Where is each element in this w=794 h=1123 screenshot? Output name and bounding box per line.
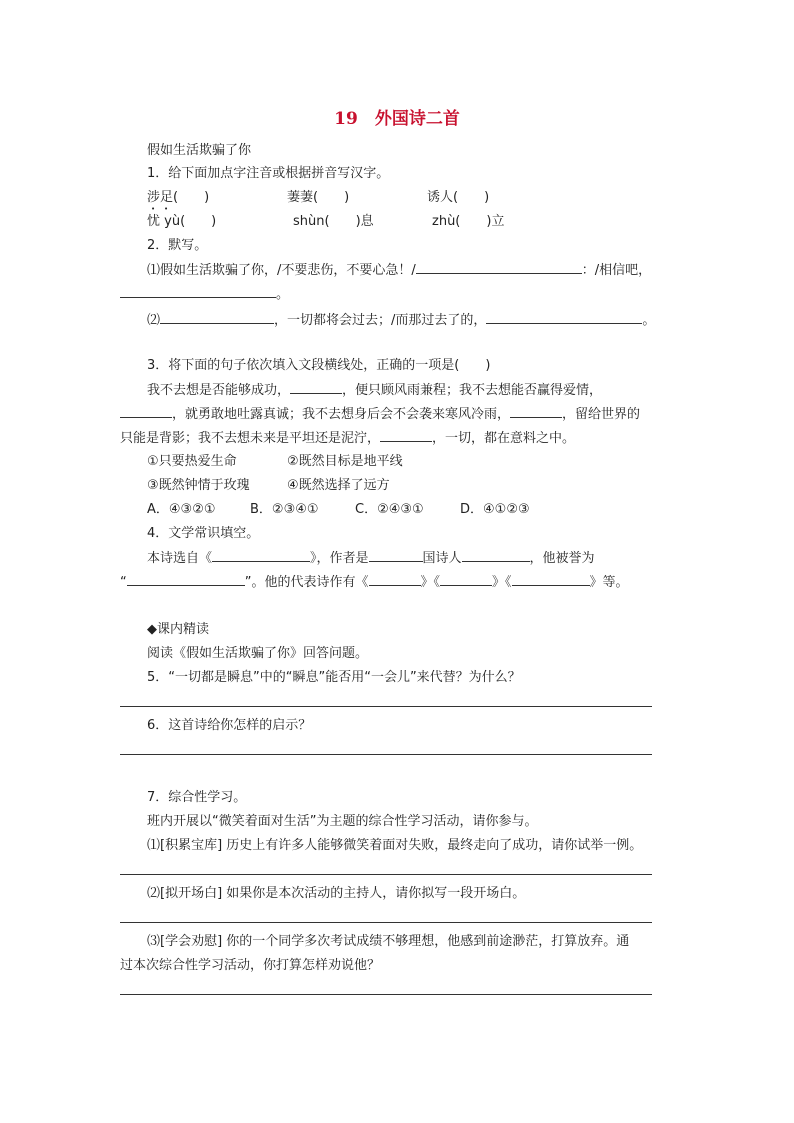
q7-part-1: ⑴[积累宝库] 历史上有许多人能够微笑着面对失败，最终走向了成功，请你试举一例。 — [147, 838, 643, 853]
q3-passage-3 — [120, 428, 575, 449]
q2-2-text-c: 。 — [642, 313, 656, 328]
q3-blank-3[interactable] — [510, 404, 562, 418]
q3-p3-a: 只能是背影；我不去想未来是平坦还是泥泞， — [120, 431, 381, 446]
q4-blank-poet[interactable] — [462, 548, 530, 562]
q7-2-answer-line[interactable] — [120, 922, 652, 923]
q4-blank-title[interactable] — [127, 572, 245, 586]
q1-item-2 — [287, 188, 349, 208]
q3-option-3: ③既然钟情于玫瑰 — [147, 478, 250, 493]
q1-item-4: 忧 yù( ) — [147, 214, 217, 229]
q4-blank-work-1[interactable] — [369, 572, 421, 586]
q4-line-2 — [120, 572, 629, 593]
q3-option-4: ④既然选择了远方 — [287, 478, 390, 493]
q3-option-2: ②既然目标是地平线 — [287, 454, 403, 469]
q2-1-line-2 — [120, 284, 289, 305]
q2-1-text-a: ⑴假如生活欺骗了你，/不要悲伤，不要心急！/ — [147, 263, 416, 278]
q1-item-1 — [147, 188, 209, 213]
q3-choice-c[interactable]: C．②④③① — [355, 502, 424, 517]
q2-1-line — [147, 260, 651, 281]
q4-line-1 — [147, 548, 595, 569]
q3-p1-a: 我不去想是否能够成功， — [147, 383, 291, 398]
q4-text-h: 》《 — [492, 575, 512, 590]
q4-text-f: ”。他的代表诗作有《 — [244, 575, 369, 590]
reading-intro: 阅读《假如生活欺骗了你》回答问题。 — [147, 646, 369, 661]
q3-blank-1[interactable] — [290, 380, 342, 394]
q1-item-6: zhù( )立 — [432, 214, 505, 229]
q1-item-5: shùn( )息 — [293, 214, 374, 229]
page-title: 19 外国诗二首 — [334, 109, 460, 129]
q3-p2-b: ，留给世界的 — [562, 407, 641, 422]
q2-1-text-c: 。 — [276, 287, 290, 302]
q7-part-2: ⑵[拟开场白] 如果你是本次活动的主持人，请你拟写一段开场白。 — [147, 886, 526, 901]
q3-choice-b[interactable]: B．②③④① — [250, 502, 319, 517]
q1-item-3 — [427, 188, 489, 208]
q3-p1-b: ，便只顾风雨兼程；我不去想能否赢得爱情， — [342, 383, 603, 398]
q4-blank-work-3[interactable] — [512, 572, 590, 586]
q7-1-answer-line[interactable] — [120, 874, 652, 875]
q1-item-3-text: 诱人( ) — [427, 190, 490, 205]
poem-title: 假如生活欺骗了你 — [147, 143, 252, 158]
q4-text-b: 》，作者是 — [310, 551, 369, 566]
section-header: ◆课内精读 — [147, 622, 209, 637]
q2-2-blank-1[interactable] — [160, 310, 274, 324]
q3-option-1: ①只要热爱生命 — [147, 454, 237, 469]
q2-1-blank-2[interactable] — [120, 284, 276, 298]
q2-2-blank-2[interactable] — [486, 310, 642, 324]
q7-part-3a: ⑶[学会劝慰] 你的一个同学多次考试成绩不够理想，他感到前途渺茫，打算放弃。通 — [147, 934, 630, 949]
q7-intro: 班内开展以“微笑着面对生活”为主题的综合性学习活动，请你参与。 — [147, 814, 538, 829]
question-5: 5．“一切都是瞬息”中的“瞬息”能否用“一会儿”来代替？为什么？ — [147, 670, 521, 685]
q3-choice-d[interactable]: D．④①②③ — [460, 502, 530, 517]
q4-blank-source[interactable] — [212, 548, 310, 562]
q4-text-i: 》等。 — [589, 575, 629, 590]
q2-1-text-b: ：/相信吧， — [581, 263, 652, 278]
q2-2-text-b: ，一切都将会过去；/而那过去了的， — [274, 313, 487, 328]
q3-blank-4[interactable] — [380, 428, 432, 442]
q4-blank-country[interactable] — [369, 548, 423, 562]
q4-text-a: 本诗选自《 — [147, 551, 213, 566]
q4-text-e: “ — [120, 575, 127, 590]
q3-passage-2 — [120, 404, 640, 425]
q4-text-c: 国诗人 — [422, 551, 462, 566]
q3-passage-1 — [147, 380, 602, 401]
q7-3-answer-line[interactable] — [120, 994, 652, 995]
q1-item-1-text: 涉足( ) — [147, 190, 210, 205]
q2-1-blank-1[interactable] — [416, 260, 582, 274]
q7-part-3b: 过本次综合性学习活动，你打算怎样劝说他？ — [120, 958, 381, 973]
q1-item-2-text: 萋萋( ) — [287, 190, 350, 205]
q3-blank-2[interactable] — [120, 404, 172, 418]
q3-p3-b: ，一切，都在意料之中。 — [432, 431, 576, 446]
q3-choice-a[interactable]: A．④③②① — [147, 502, 216, 517]
q5-answer-line[interactable] — [120, 706, 652, 707]
q2-2-text-a: ⑵ — [147, 313, 161, 328]
question-1: 1．给下面加点字注音或根据拼音写汉字。 — [147, 166, 390, 181]
q3-p2-a: ，就勇敢地吐露真诚；我不去想身后会不会袭来寒风冷雨， — [172, 407, 511, 422]
q6-answer-line[interactable] — [120, 754, 652, 755]
q4-text-g: 》《 — [420, 575, 441, 590]
question-6: 6．这首诗给你怎样的启示？ — [147, 718, 312, 733]
q2-2-line — [147, 310, 655, 331]
question-4: 4．文学常识填空。 — [147, 526, 260, 541]
q4-text-d: ，他被誉为 — [529, 551, 595, 566]
question-7: 7．综合性学习。 — [147, 790, 247, 805]
question-3: 3．将下面的句子依次填入文段横线处，正确的一项是( ) — [147, 358, 491, 373]
question-2: 2．默写。 — [147, 238, 208, 253]
q4-blank-work-2[interactable] — [440, 572, 492, 586]
